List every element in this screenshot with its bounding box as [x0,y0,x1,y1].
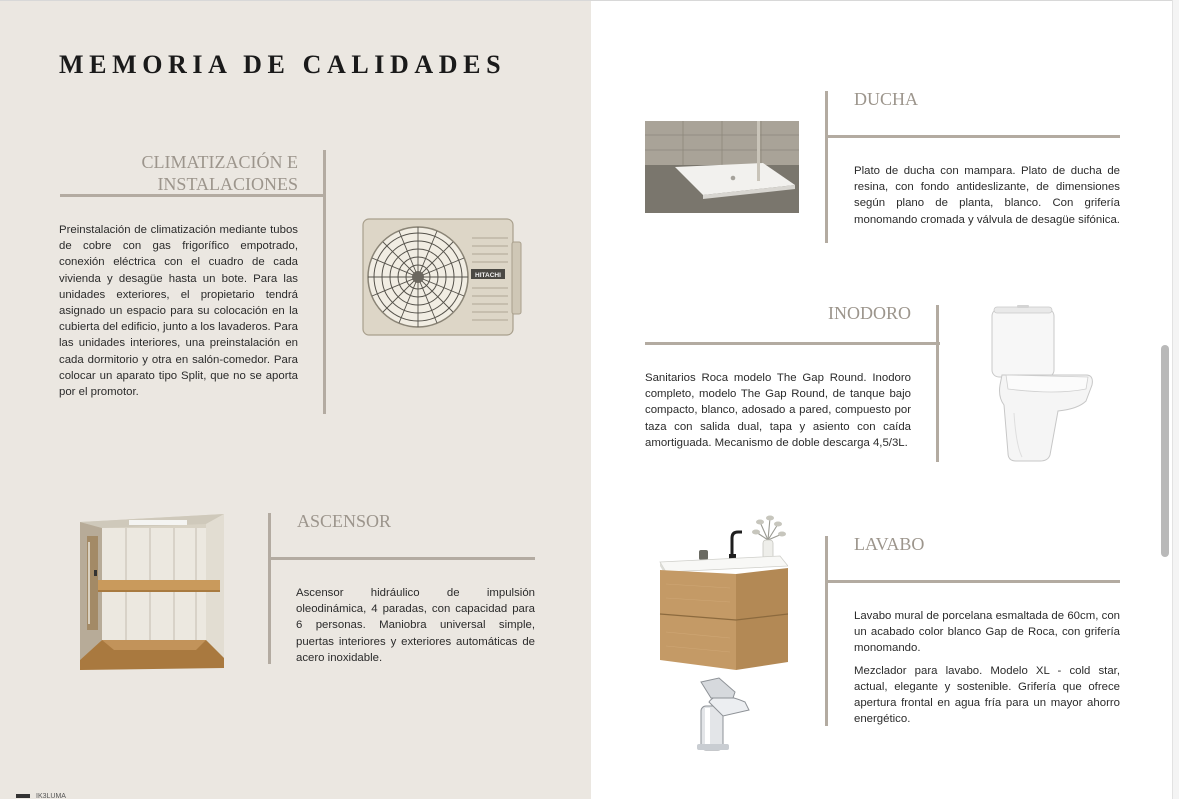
scrollbar-track[interactable] [1172,0,1179,799]
air-conditioner-image [360,216,525,338]
ducha-text: Plato de ducha con mampara. Plato de ducha de resina, con fondo antideslizante, de dimensiones según plano de planta, blanco. Con grifería monomando cromada y válvula de desagüe sifónica. [854,165,1120,226]
lavabo-text-2: Mezclador para lavabo. Modelo XL - cold star, actual, elegante y sostenible. Grifería que ofrece apertura frontal en agua fría para un mayor ahorro energético. [854,664,1120,726]
faucet-image [689,676,753,752]
footer-logo [16,793,66,799]
shower-tray-image [645,121,799,213]
ascensor-side-bar [268,513,271,664]
inodoro-side-bar [936,305,939,462]
lavabo-text-1: Lavabo mural de porcelana esmaltada de 60cm, con un acabado color blanco Gap de Roca, con grifería monomando. [854,610,1120,655]
climatizacion-heading-line1: CLIMATIZACIÓN E [141,152,298,172]
lavabo-divider [825,580,1120,583]
climatizacion-divider [60,194,325,197]
page-edge [0,0,1179,1]
climatizacion-heading [60,151,298,195]
footer-logo-text: IK3LUMA [36,793,66,799]
ascensor-heading: ASCENSOR [297,511,392,531]
inodoro-heading: INODORO [828,303,911,323]
washbasin-image [656,514,788,672]
inodoro-divider [645,342,940,345]
climatizacion-heading-line2: INSTALACIONES [157,174,298,194]
elevator-image [74,512,230,672]
hitachi-brand-label: HITACHI [475,272,501,279]
logo-mark-icon [16,794,30,798]
lavabo-side-bar [825,536,828,726]
lavabo-heading: LAVABO [854,534,925,554]
ducha-side-bar [825,91,828,243]
lavabo-text [854,608,1120,727]
ascensor-divider [268,557,535,560]
toilet-image [986,305,1098,463]
climatizacion-side-bar [323,150,326,414]
ducha-divider [825,135,1120,138]
page-title: MEMORIA DE CALIDADES [59,50,507,79]
climatizacion-text: Preinstalación de climatización mediante tubos de cobre con gas frigorífico empotrado, conexión eléctrica con el cuadro de cada vivienda y desagüe hasta un bote. Para las unidades exteriores, el propietario tendrá asignado un espacio para su colocación en la cubierta del edificio, junto a los lavaderos. Para las unidades interiores, una preinstalación en cada dormitorio y otra en salón-comedor. Para colocar un aparato tipo Split, que no se aporta por el promotor. [59,224,298,399]
ascensor-text: Ascensor hidráulico de impulsión oleodinámica, 4 paradas, con capacidad para 6 personas. Maniobra universal simple, puertas interiores y exteriores automáticas de acero inoxidable. [296,587,535,664]
inodoro-text: Sanitarios Roca modelo The Gap Round. Inodoro completo, modelo The Gap Round, de tanque bajo compacto, blanco, adosado a pared, compuesto por taza con salida dual, tapa y asiento con caída amortiguada. Mecanismo de doble descarga 4,5/3L. [645,372,911,449]
ducha-heading: DUCHA [854,89,919,109]
scrollbar-thumb[interactable] [1161,345,1169,557]
